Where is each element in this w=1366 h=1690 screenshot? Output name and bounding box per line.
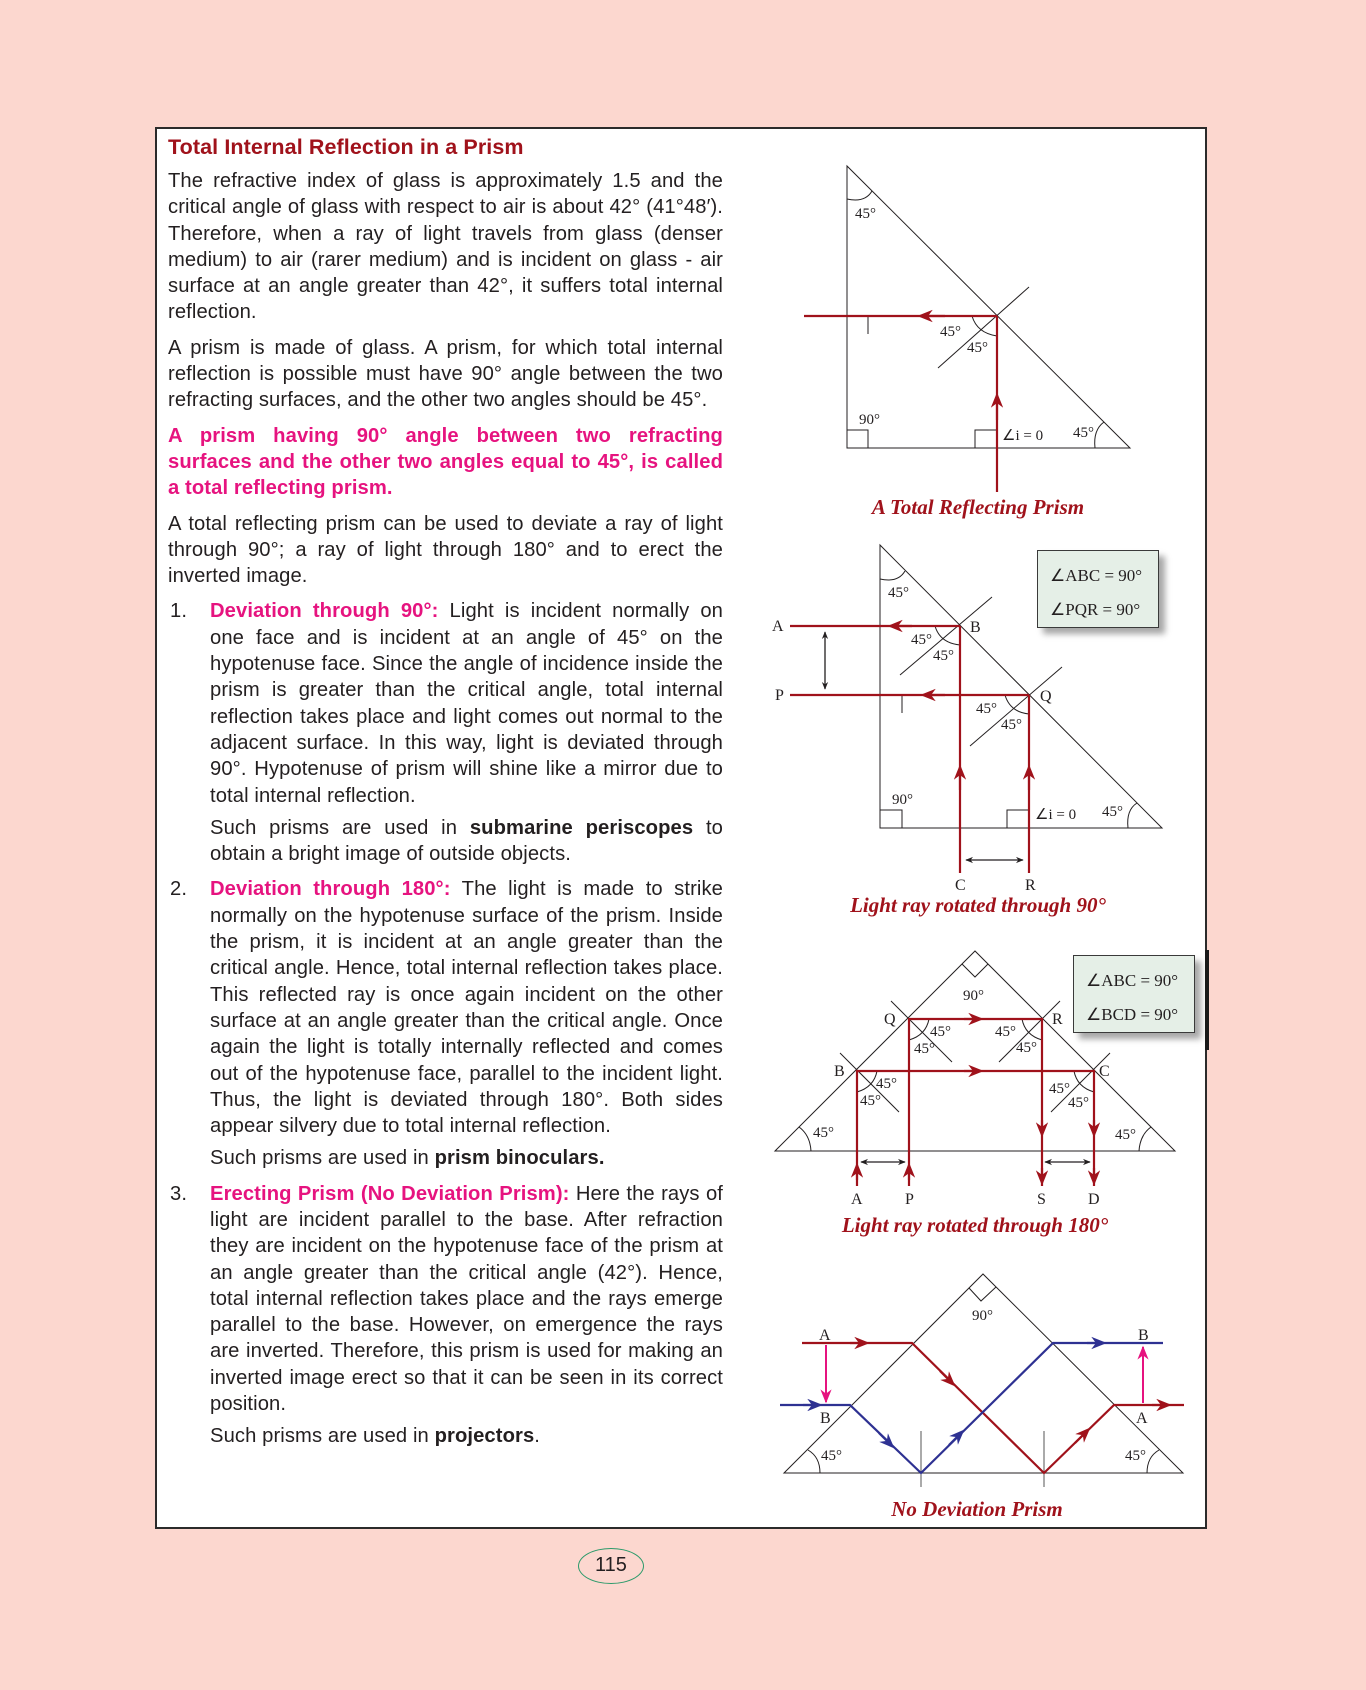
point-label-c: C (1099, 1063, 1110, 1080)
use-suffix: . (534, 1425, 541, 1448)
figure-caption: Light ray rotated through 90° (850, 893, 1106, 917)
item-text: Here the rays of light are incident parallel to the base. After refraction they are incident on the hypotenuse face of the prism at an angle greater than the critical angle (42°). Hence, total internal reflection takes place and the rays emerge parallel to the base. However, on emergence the rays are inverted. Therefore, this prism is used for making an inverted image erect so that it can be seen in its correct position. (210, 1182, 723, 1416)
point-label-a: A (851, 1191, 863, 1208)
page-number: 115 (578, 1548, 644, 1584)
angle-label: 45° (1016, 1040, 1037, 1056)
section-title: Total Internal Reflection in a Prism (168, 135, 524, 159)
list-number: 3. (170, 1182, 188, 1205)
point-label-r: R (1025, 877, 1036, 894)
item-heading: Deviation through 180°: (210, 878, 451, 901)
point-label-a: A (772, 618, 784, 635)
figure-caption: No Deviation Prism (891, 1497, 1063, 1521)
item-text: The light is made to strike normally on the hypotenuse surface of the prism. Inside the prism, it is incident at an angle greater than the critical angle. Hence, total internal reflection takes place. This reflected ray is once again incident on the other surface at an angle greater than the critical angle. Once again the light is totally internally reflected and comes out of the hypotenuse face, parallel to the incident light. Thus, the light is deviated through 180°. Both sides appear silvery due to total internal reflection. (210, 878, 723, 1138)
item-heading: Deviation through 90°: (210, 600, 439, 623)
angle-label: 45° (911, 632, 932, 648)
angle-label: 90° (892, 792, 913, 808)
use-bold: prism binoculars. (434, 1147, 605, 1170)
frame-edge-mark (1205, 950, 1209, 1050)
paragraph-prism-angles: A prism is made of glass. A prism, for which total internal reflection is possible must have 90° angle between the two refracting surfaces, and the other two angles should be 45°. (168, 336, 723, 412)
angle-label: 45° (967, 340, 988, 356)
angle-label: 45° (821, 1448, 842, 1464)
angle-label: 45° (1115, 1127, 1136, 1143)
text-column (168, 130, 723, 1459)
figure-caption: Light ray rotated through 180° (841, 1213, 1109, 1237)
angle-label: 45° (1001, 717, 1022, 733)
ray-label-b-in: B (820, 1410, 831, 1427)
list-item-erecting-prism (168, 1181, 723, 1450)
use-prefix: Such prisms are used in (210, 816, 470, 839)
angle-label: 45° (813, 1125, 834, 1141)
incidence-label: ∠i = 0 (1002, 428, 1044, 444)
angle-label: 45° (888, 585, 909, 601)
point-label-p: P (905, 1191, 914, 1208)
note-line: ∠ABC = 90° (1050, 566, 1143, 585)
ray-label-a-in: A (819, 1327, 831, 1344)
paragraph-uses: A total reflecting prism can be used to deviate a ray of light through 90°; a ray of light through 180° and to erect the inverted image. (168, 512, 723, 588)
angle-label: 45° (995, 1024, 1016, 1040)
note-line: ∠PQR = 90° (1050, 600, 1141, 619)
use-bold: projectors (434, 1425, 535, 1448)
point-label-b: B (834, 1063, 845, 1080)
list-number: 2. (170, 878, 188, 901)
angle-label: 45° (914, 1041, 935, 1057)
use-bold: submarine periscopes (469, 816, 694, 839)
use-prefix: Such prisms are used in (210, 1425, 435, 1448)
angle-label: 45° (1102, 804, 1123, 820)
use-suffix: to obtain a bright image of outside objects. (210, 816, 724, 866)
point-label-s: S (1037, 1191, 1046, 1208)
item-text: Light is incident normally on one face and is incident at an angle of 45° on the hypotenuse face. Since the angle of incidence inside the prism is greater than the critical angle, total internal reflection takes place and light comes out normal to the adjacent surface. In this way, light is deviated through 90°. Hypotenuse of prism will shine like a mirror due to total internal reflection. (210, 600, 723, 807)
angle-label: 45° (1068, 1095, 1089, 1111)
figure-caption: A Total Reflecting Prism (871, 495, 1085, 519)
list-number: 1. (170, 600, 188, 623)
point-label-d: D (1088, 1191, 1100, 1208)
angle-label: 45° (855, 206, 876, 222)
incidence-label: ∠i = 0 (1035, 807, 1077, 823)
point-label-q: Q (884, 1011, 896, 1028)
point-label-q: Q (1040, 688, 1052, 705)
ray-label-a-out: A (1136, 1410, 1148, 1427)
angle-label: 90° (963, 988, 984, 1004)
item-heading: Erecting Prism (No Deviation Prism): (210, 1182, 570, 1205)
angle-label: 45° (1049, 1081, 1070, 1097)
angle-label: 45° (976, 701, 997, 717)
note-line: ∠BCD = 90° (1086, 1005, 1179, 1024)
angle-label: 90° (972, 1308, 993, 1324)
point-label-c: C (955, 877, 966, 894)
list-item-deviation-180 (168, 876, 723, 1171)
angle-note-box-90 (1037, 550, 1159, 628)
use-prefix: Such prisms are used in (210, 1147, 435, 1170)
angle-label: 45° (1073, 425, 1094, 441)
paragraph-critical-angle: The refractive index of glass is approximately 1.5 and the critical angle of glass with respect to air is about 42° (41°48′). Therefore, when a ray of light travels from glass (denser medium) to air (rarer medium) and is incident on glass - air surface at an angle greater than 42°, it suffers total internal reflection. (168, 170, 723, 324)
angle-label: 45° (933, 648, 954, 664)
angle-note-box-180 (1073, 955, 1195, 1033)
angle-label: 45° (876, 1076, 897, 1092)
angle-label: 45° (860, 1093, 881, 1109)
angle-label: 45° (1125, 1448, 1146, 1464)
angle-label: 90° (859, 412, 880, 428)
point-label-r: R (1052, 1011, 1063, 1028)
point-label-p: P (775, 687, 784, 704)
ray-label-b-out: B (1138, 1327, 1149, 1344)
list-item-deviation-90 (168, 598, 723, 867)
point-label-b: B (970, 619, 981, 636)
note-line: ∠ABC = 90° (1086, 971, 1179, 990)
angle-label: 45° (930, 1024, 951, 1040)
definition-total-reflecting-prism: A prism having 90° angle between two refracting surfaces and the other two angles equal to 45°, is called a total reflecting prism. (168, 424, 723, 500)
angle-label: 45° (940, 324, 961, 340)
